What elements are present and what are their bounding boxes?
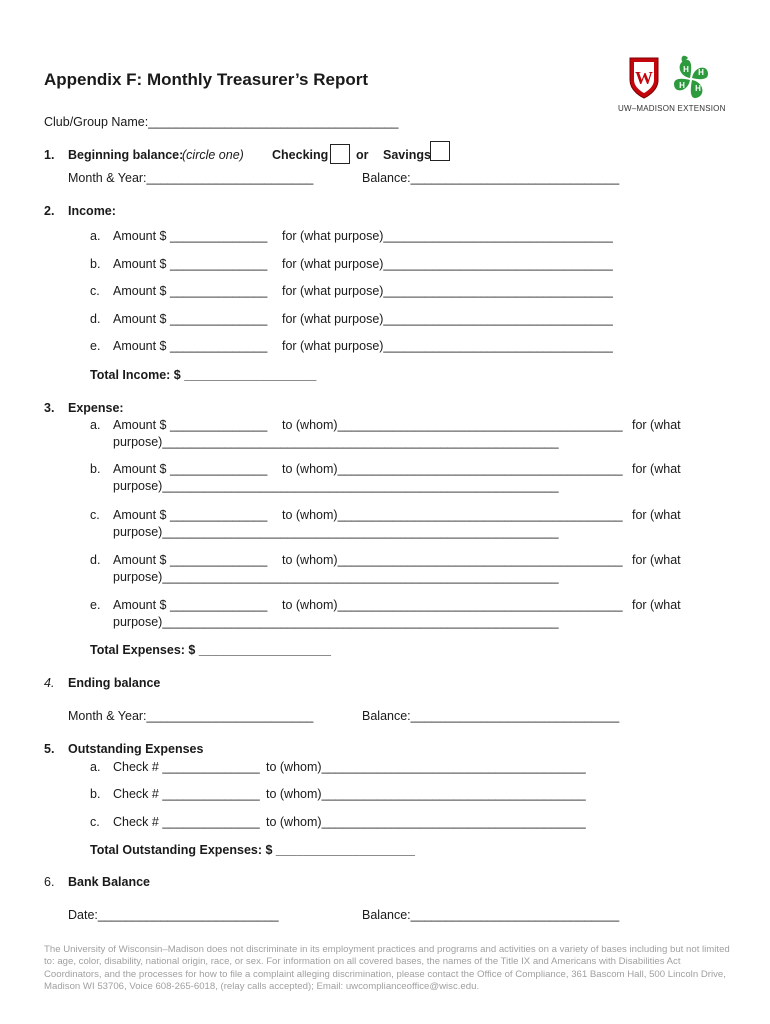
- or-label: or: [356, 148, 369, 162]
- expense-purpose-field[interactable]: purpose)_________________________________________________________: [113, 525, 559, 539]
- income-purpose-field[interactable]: for (what purpose)_________________________________: [282, 284, 613, 298]
- income-amount-field[interactable]: Amount $ ______________: [113, 229, 268, 243]
- total-outstanding-field[interactable]: Total Outstanding Expenses: $ ____________________: [90, 843, 415, 857]
- check-number-field[interactable]: Check # ______________: [113, 815, 260, 829]
- income-purpose-field[interactable]: for (what purpose)_________________________________: [282, 312, 613, 326]
- expense-whom-field[interactable]: to (whom)_________________________________________: [282, 462, 623, 476]
- section-6-number: 6.: [44, 875, 55, 889]
- expense-for-what-label: for (what: [632, 553, 681, 567]
- section-5-number: 5.: [44, 742, 55, 756]
- expense-purpose-field[interactable]: purpose)_________________________________________________________: [113, 615, 559, 629]
- svg-text:H: H: [695, 84, 701, 93]
- expense-amount-field[interactable]: Amount $ ______________: [113, 418, 268, 432]
- ending-month-year-field[interactable]: Month & Year:________________________: [68, 709, 314, 723]
- expense-amount-field[interactable]: Amount $ ______________: [113, 598, 268, 612]
- total-expenses-field[interactable]: Total Expenses: $ ___________________: [90, 643, 331, 657]
- expense-amount-field[interactable]: Amount $ ______________: [113, 462, 268, 476]
- savings-label: Savings: [383, 148, 431, 162]
- income-purpose-field[interactable]: for (what purpose)_________________________________: [282, 257, 613, 271]
- expense-for-what-label: for (what: [632, 462, 681, 476]
- checking-label: Checking: [272, 148, 329, 162]
- expense-whom-field[interactable]: to (whom)_________________________________________: [282, 598, 623, 612]
- outstanding-item-letter: a.: [90, 760, 101, 774]
- expense-label: Expense:: [68, 401, 124, 415]
- savings-checkbox[interactable]: [430, 141, 450, 161]
- svg-text:W: W: [635, 68, 653, 88]
- logo-graphic: [622, 54, 722, 104]
- expense-whom-field[interactable]: to (whom)_________________________________________: [282, 553, 623, 567]
- expense-purpose-field[interactable]: purpose)_________________________________________________________: [113, 479, 559, 493]
- check-number-field[interactable]: Check # ______________: [113, 787, 260, 801]
- expense-whom-field[interactable]: to (whom)_________________________________________: [282, 418, 623, 432]
- outstanding-item-letter: c.: [90, 815, 100, 829]
- expense-item-letter: e.: [90, 598, 101, 612]
- expense-item-letter: d.: [90, 553, 101, 567]
- income-purpose-field[interactable]: for (what purpose)_________________________________: [282, 229, 613, 243]
- section-4-number: 4.: [44, 676, 55, 690]
- beginning-month-year-field[interactable]: Month & Year:________________________: [68, 171, 314, 185]
- outstanding-whom-field[interactable]: to (whom)______________________________________: [266, 815, 586, 829]
- page-title: Appendix F: Monthly Treasurer’s Report: [44, 70, 368, 89]
- expense-for-what-label: for (what: [632, 598, 681, 612]
- club-name-field[interactable]: Club/Group Name:____________________________________: [44, 115, 399, 129]
- svg-text:H: H: [683, 65, 689, 74]
- income-purpose-field[interactable]: for (what purpose)_________________________________: [282, 339, 613, 353]
- svg-text:H: H: [698, 68, 704, 77]
- income-item-letter: d.: [90, 312, 101, 326]
- outstanding-expenses-label: Outstanding Expenses: [68, 742, 204, 756]
- expense-for-what-label: for (what: [632, 508, 681, 522]
- expense-whom-field[interactable]: to (whom)_________________________________________: [282, 508, 623, 522]
- expense-item-letter: c.: [90, 508, 100, 522]
- income-amount-field[interactable]: Amount $ ______________: [113, 339, 268, 353]
- nondiscrimination-footer: The University of Wisconsin–Madison does not discriminate in its employment practices and programs and activities on a variety of bases including but not limited to: age, color, disability, national origin, race, or sex. For information on all covered bases, the names of the Title IX and Americans with Disabilities Act Coordinators, and the processes for how to file a complaint alleging discrimination, please contact the Office of Compliance, 361 Bascom Hall, 500 Lincoln Drive, Madison WI 53706, Voice 608-265-6018, (relay calls accepted); Email: uwcomplianceoffice@wisc.edu.: [44, 944, 730, 992]
- expense-item-letter: b.: [90, 462, 101, 476]
- section-2-number: 2.: [44, 204, 55, 218]
- beginning-balance-label: Beginning balance:: [68, 148, 184, 162]
- outstanding-whom-field[interactable]: to (whom)______________________________________: [266, 760, 586, 774]
- income-item-letter: e.: [90, 339, 101, 353]
- bank-balance-field[interactable]: Balance:______________________________: [362, 908, 620, 922]
- svg-text:H: H: [679, 81, 685, 90]
- check-number-field[interactable]: Check # ______________: [113, 760, 260, 774]
- ending-balance-label: Ending balance: [68, 676, 161, 690]
- income-amount-field[interactable]: Amount $ ______________: [113, 312, 268, 326]
- expense-purpose-field[interactable]: purpose)_________________________________________________________: [113, 570, 559, 584]
- income-amount-field[interactable]: Amount $ ______________: [113, 284, 268, 298]
- checking-checkbox[interactable]: [330, 144, 350, 164]
- income-label: Income:: [68, 204, 116, 218]
- expense-for-what-label: for (what: [632, 418, 681, 432]
- expense-amount-field[interactable]: Amount $ ______________: [113, 553, 268, 567]
- outstanding-item-letter: b.: [90, 787, 101, 801]
- section-1-number: 1.: [44, 148, 55, 162]
- income-item-letter: b.: [90, 257, 101, 271]
- logo-caption: UW–MADISON EXTENSION: [618, 104, 726, 113]
- expense-amount-field[interactable]: Amount $ ______________: [113, 508, 268, 522]
- ending-balance-field[interactable]: Balance:______________________________: [362, 709, 620, 723]
- income-item-letter: a.: [90, 229, 101, 243]
- expense-item-letter: a.: [90, 418, 101, 432]
- expense-purpose-field[interactable]: purpose)_________________________________________________________: [113, 435, 559, 449]
- outstanding-whom-field[interactable]: to (whom)______________________________________: [266, 787, 586, 801]
- bank-date-field[interactable]: Date:__________________________: [68, 908, 279, 922]
- total-income-field[interactable]: Total Income: $ ___________________: [90, 368, 317, 382]
- beginning-balance-field[interactable]: Balance:______________________________: [362, 171, 620, 185]
- section-3-number: 3.: [44, 401, 55, 415]
- income-amount-field[interactable]: Amount $ ______________: [113, 257, 268, 271]
- income-item-letter: c.: [90, 284, 100, 298]
- circle-one-hint: (circle one): [182, 148, 244, 162]
- bank-balance-label: Bank Balance: [68, 875, 150, 889]
